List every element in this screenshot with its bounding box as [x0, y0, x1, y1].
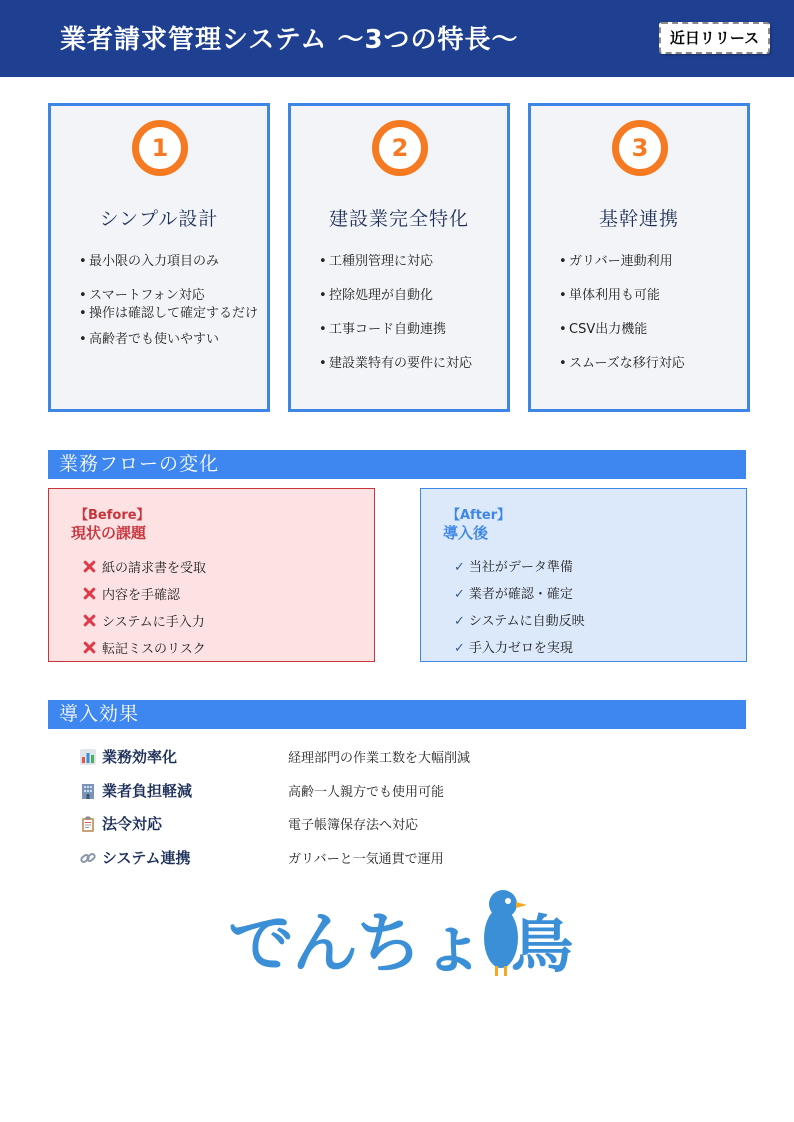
effect-name: システム連携: [102, 849, 191, 867]
release-badge: 近日リリース: [659, 22, 770, 54]
logo-bird-char: 鳥: [511, 908, 573, 979]
check-icon: ✓: [454, 560, 465, 575]
effect-desc: ガリバーと一気通貫で運用: [288, 852, 444, 867]
feature-item: • スマートフォン対応: [79, 287, 264, 304]
feature-card-1: [48, 103, 270, 412]
before-tag: 【Before】: [75, 508, 150, 523]
feature-item: • ガリバー連動利用: [559, 253, 744, 270]
check-icon: ✓: [454, 614, 465, 629]
feature-item: • 操作は確認して確定するだけ: [79, 305, 264, 322]
list-item-text: 業者が確認・確定: [468, 587, 573, 602]
list-item-text: システムに手入力: [102, 615, 205, 630]
list-item: [454, 586, 585, 613]
feature-number-badge: 1: [132, 120, 188, 176]
list-item: [454, 613, 585, 640]
after-tag: 【After】: [447, 508, 511, 523]
after-list: [454, 559, 585, 667]
feature-number-badge: 2: [372, 120, 428, 176]
feature-card-2: [288, 103, 510, 412]
check-icon: ✓: [454, 641, 465, 656]
cross-icon: [82, 559, 97, 574]
list-item: [82, 640, 206, 667]
effect-name: 法令対応: [102, 815, 163, 833]
cross-icon: [82, 586, 97, 601]
list-item: [82, 613, 206, 640]
list-item: [82, 559, 206, 586]
feature-item: • スムーズな移行対応: [559, 355, 744, 372]
feature-item: • 最小限の入力項目のみ: [79, 253, 264, 270]
feature-item: • CSV出力機能: [559, 321, 744, 338]
list-item: [454, 640, 585, 667]
list-item-text: 内容を手確認: [102, 588, 181, 603]
feature-item: • 高齢者でも使いやすい: [79, 331, 264, 348]
effect-desc: 高齢一人親方でも使用可能: [288, 785, 445, 800]
section-title-flow: 業務フローの変化: [48, 450, 746, 479]
list-item: [454, 559, 585, 586]
effect-desc: 経理部門の作業工数を大幅削減: [288, 751, 471, 766]
feature-item: • 工事コード自動連携: [319, 321, 504, 338]
section-title-effects: 導入効果: [48, 700, 746, 729]
feature-title: 建設業完全特化: [328, 208, 469, 230]
denchodori-logo: [228, 884, 573, 979]
before-box: [48, 488, 375, 662]
before-list: [82, 559, 206, 667]
feature-list: [319, 250, 504, 372]
link-icon: [80, 850, 96, 866]
feature-item: • 控除処理が自動化: [319, 287, 504, 304]
cross-icon: [82, 640, 97, 655]
after-box: [420, 488, 747, 662]
office-building-icon: [80, 783, 96, 799]
list-item-text: 手入力ゼロを実現: [468, 641, 573, 656]
list-item-text: 当社がデータ準備: [468, 560, 573, 575]
bar-chart-icon: [80, 749, 96, 765]
feature-item: • 建設業特有の要件に対応: [319, 355, 504, 372]
effect-name: 業者負担軽減: [102, 782, 193, 800]
page-title: 業者請求管理システム ～3つの特長～: [60, 25, 519, 55]
list-item-text: 転記ミスのリスク: [102, 642, 206, 657]
list-item-text: システムに自動反映: [468, 614, 585, 629]
after-heading: 導入後: [443, 524, 489, 542]
effect-desc: 電子帳簿保存法へ対応: [288, 818, 419, 833]
list-item-text: 紙の請求書を受取: [102, 561, 207, 576]
feature-item: • 単体利用も可能: [559, 287, 744, 304]
clipboard-icon: [80, 816, 96, 832]
feature-number-badge: 3: [612, 120, 668, 176]
logo-text: でんちょ: [228, 905, 484, 979]
feature-card-3: [528, 103, 750, 412]
feature-title: シンプル設計: [99, 208, 219, 230]
cross-icon: [82, 613, 97, 628]
effect-name: 業務効率化: [102, 748, 178, 766]
feature-list: [79, 250, 264, 348]
feature-list: [559, 250, 744, 372]
feature-item: • 工種別管理に対応: [319, 253, 504, 270]
list-item: [82, 586, 206, 613]
check-icon: ✓: [454, 587, 465, 602]
feature-title: 基幹連携: [598, 208, 679, 230]
header-bar: [0, 0, 794, 77]
before-heading: 現状の課題: [71, 524, 147, 542]
